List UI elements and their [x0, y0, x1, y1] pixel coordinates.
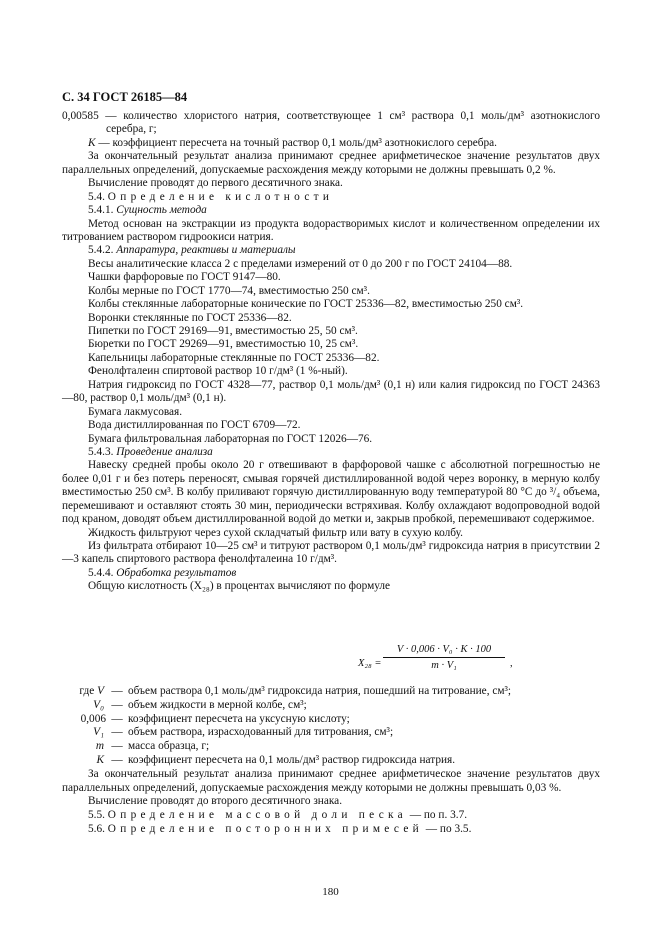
subsection-heading	[62, 567, 600, 580]
subsection-title: Аппаратура, реактивы и материалы	[116, 244, 296, 257]
definition-text: масса образца, г;	[128, 740, 210, 753]
definition-symbol: V₀	[93, 698, 104, 711]
paragraph: Бумага лакмусовая.	[88, 405, 183, 418]
paragraph: За окончательный результат анализа принимают среднее арифметическое значение результатов двух параллельных определений, допускаемые расхождения между которыми не должны превышать 0,2 %.	[62, 150, 600, 176]
subsection-number: 5.4.4.	[88, 566, 117, 579]
section-number: 5.4.	[88, 190, 108, 203]
section-heading	[62, 191, 600, 204]
definition-label	[62, 740, 106, 754]
section-title: Определение кислотности	[107, 190, 334, 203]
section-reference: — по 3.5.	[422, 822, 472, 835]
definition-label	[62, 685, 106, 699]
definition-text: объем раствора 0,1 моль/дм³ гидроксида натрия, пошедший на титрование, см³;	[128, 685, 512, 697]
subsection-number: 5.4.1.	[88, 204, 117, 217]
paragraph: Вода дистиллированная по ГОСТ 6709—72.	[88, 419, 301, 432]
definition-label	[62, 726, 106, 740]
paragraph: Фенолфталеин спиртовой раствор 10 г/дм³ (1 %-ный).	[88, 365, 348, 378]
formula-denominator: m · V₁	[431, 660, 457, 671]
definition-dash: —	[111, 685, 123, 697]
definition-symbol: V	[97, 685, 104, 697]
subsection-number: 5.4.3.	[88, 445, 117, 458]
definition-symbol: K	[96, 753, 104, 766]
paragraph: Метод основан на экстракции из продукта водорастворимых кислот и количественном определении их титрованием раствором гидроокиси натрия.	[62, 217, 600, 243]
definition-dash: —	[111, 753, 123, 766]
formula-lhs: X₂₈ =	[358, 658, 382, 669]
definition-dash: —	[111, 698, 123, 711]
definition-label	[62, 699, 106, 713]
subsection-number: 5.4.2.	[88, 244, 117, 257]
paragraph: Колбы стеклянные лабораторные конические по ГОСТ 25336—82, вместимостью 250 см³.	[88, 298, 524, 311]
definition-row	[62, 713, 600, 727]
formula-comma: ,	[510, 658, 513, 669]
subsection-heading	[62, 244, 600, 257]
section-title: Определение массовой доли песка	[107, 809, 407, 822]
subsection-title: Сущность метода	[116, 204, 207, 217]
definition-dash: —	[111, 740, 123, 753]
formula-numerator: V · 0,006 · V₀ · K · 100	[383, 644, 505, 658]
paragraph: Капельницы лабораторные стеклянные по ГОСТ 25336—82.	[88, 351, 380, 364]
formula-definitions	[62, 685, 600, 837]
formula-fraction	[383, 644, 505, 671]
page-header: С. 34 ГОСТ 26185—84	[62, 90, 188, 104]
section-heading	[62, 809, 600, 823]
paragraph: Чашки фарфоровые по ГОСТ 9147—80.	[88, 271, 281, 284]
definition-row	[62, 699, 600, 713]
paragraph: Бюретки по ГОСТ 29269—91, вместимостью 10, 25 см³.	[88, 338, 359, 351]
definition-row	[62, 685, 600, 699]
definition-prefix: 0,006	[80, 712, 106, 725]
definition-paragraph: 0,00585 — количество хлористого натрия, соответствующее 1 см³ раствора 0,1 моль/дм³ азотнокислого серебра, г;	[62, 110, 600, 136]
definition-prefix: где	[79, 685, 98, 697]
definition-text: коэффициент пересчета на 0,1 моль/дм³ раствор гидроксида натрия.	[128, 753, 456, 766]
subsection-heading	[62, 446, 600, 459]
paragraph: Воронки стеклянные по ГОСТ 25336—82.	[88, 311, 292, 324]
section-title: Определение посторонних примесей	[107, 822, 423, 835]
section-number: 5.5.	[88, 809, 108, 822]
paragraph: Из фильтрата отбирают 10—25 см³ и титруют раствором 0,1 моль/дм³ гидроксида натрия в присутствии 2—3 капель спиртового раствора фенолфталеина 10 г/дм³.	[62, 540, 600, 566]
section-number: 5.6.	[88, 822, 108, 835]
section-heading	[62, 823, 600, 837]
symbol: K	[88, 136, 96, 149]
definition-label	[62, 713, 106, 727]
definition-row	[62, 726, 600, 740]
section-acidity	[62, 110, 600, 594]
paragraph: Колбы мерные по ГОСТ 1770—74, вместимостью 250 см³.	[88, 284, 370, 297]
definition-paragraph	[62, 137, 600, 150]
definition-row	[62, 754, 600, 768]
section-reference: — по п. 3.7.	[406, 809, 468, 822]
definition-symbol: m	[95, 740, 104, 753]
definition-label	[62, 754, 106, 768]
paragraph: Вычисление проводят до первого десятичного знака.	[88, 177, 343, 190]
paragraph: Натрия гидроксид по ГОСТ 4328—77, раствор 0,1 моль/дм³ (0,1 н) или калия гидроксид по ГОСТ 24363—80, раствор 0,1 моль/дм³ (0,1 н).	[62, 378, 600, 405]
definition-symbol: V₁	[93, 726, 104, 739]
subsection-title: Проведение анализа	[116, 445, 213, 458]
definition-row	[62, 740, 600, 754]
page-number: 180	[322, 886, 339, 898]
paragraph: Навеску средней пробы около 20 г отвешивают в фарфоровой чашке с абсолютной погрешностью не более 0,01 г и без потерь переносят, смывая горячей дистиллированной водой через воронку, в мерную колбу вместимостью 250 см³. В колбу приливают горячую дистиллированную воду температурой 80 °С до ³/₄ объема, перемешивают и оставляют стоять 30 мин, периодически встряхивая. Колбу охлаждают водопроводной водой под краном, доводят объем дистиллированной водой до метки и, закрыв пробкой, перемешивают содержимое.	[62, 459, 600, 526]
definition-text: объем жидкости в мерной колбе, см³;	[128, 698, 307, 711]
paragraph: За окончательный результат анализа принимают среднее арифметическое значение результатов двух параллельных определений, допускаемые расхождения между которыми не должны превышать 0,03 %.	[62, 767, 600, 794]
paragraph: Пипетки по ГОСТ 29169—91, вместимостью 25, 50 см³.	[88, 325, 358, 337]
definition-text: коэффициент пересчета на уксусную кислоту;	[128, 712, 350, 725]
subsection-title: Обработка результатов	[116, 566, 237, 579]
subsection-heading	[62, 204, 600, 217]
definition-text: объем раствора, израсходованный для титрования, см³;	[128, 726, 394, 739]
paragraph: Общую кислотность (X₂₈) в процентах вычисляют по формуле	[88, 580, 391, 593]
definition-text: — коэффициент пересчета на точный раствор 0,1 моль/дм³ азотнокислого серебра.	[95, 136, 498, 149]
definition-dash: —	[111, 712, 123, 725]
paragraph: Вычисление проводят до второго десятичного знака.	[88, 795, 343, 808]
paragraph: Бумага фильтровальная лабораторная по ГОСТ 12026—76.	[88, 432, 373, 445]
definition-dash: —	[111, 726, 123, 739]
paragraph: Весы аналитические класса 2 с пределами измерений от 0 до 200 г по ГОСТ 24104—88.	[88, 257, 513, 270]
paragraph: Жидкость фильтруют через сухой складчатый фильтр или вату в сухую колбу.	[88, 526, 463, 539]
